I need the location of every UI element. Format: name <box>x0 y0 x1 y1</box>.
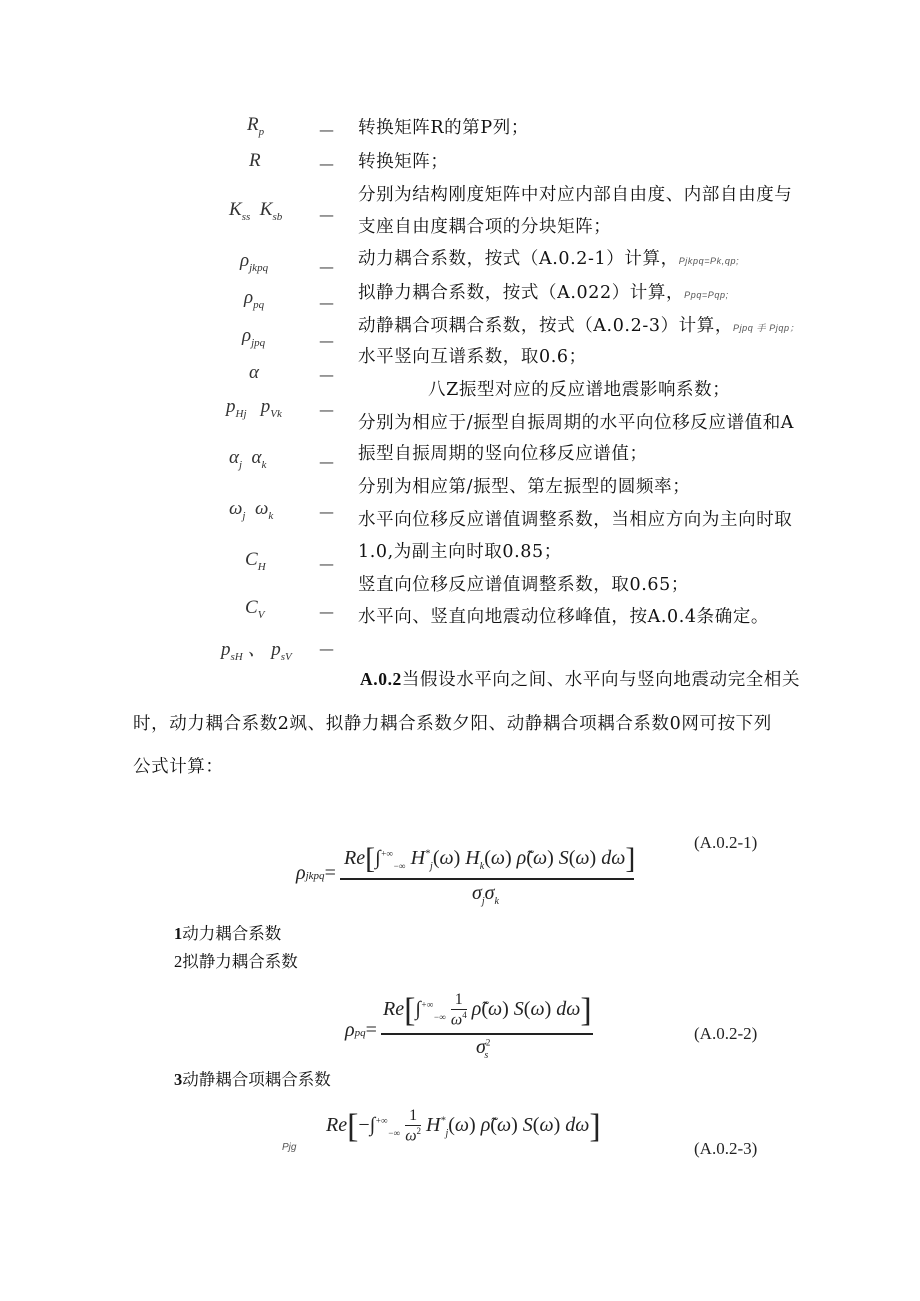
equation-lhs: ρjkpq= <box>296 862 336 884</box>
definition-text: 八Z振型对应的反应谱地震影响系数； <box>428 380 731 400</box>
dash: — <box>319 332 334 350</box>
symbol-ch: $C_H$ <box>245 549 266 573</box>
equation-denominator: $\sigma_j\sigma_k$ <box>472 882 499 907</box>
definition-text: 水平向、竖直向地震动位移峰值，按A.0.4条确定。 <box>358 607 770 627</box>
list-item: 3动静耦合项耦合系数 <box>174 1070 331 1089</box>
symbol-rho-jkpq: $\rho_{jkpq}$ <box>240 250 269 274</box>
list-item: 1动力耦合系数 <box>174 924 282 943</box>
symbol-alpha-jk: $\alpha_j$ $\alpha_k$ <box>229 447 267 471</box>
symbol-rho-pq: $\rho_{pq}$ <box>244 287 265 311</box>
list-item: 2拟静力耦合系数 <box>174 952 298 971</box>
dash: — <box>319 640 334 658</box>
dash: — <box>319 555 334 573</box>
symbol-psh-psv: $p_{sH}$ 、 $p_{sV}$ <box>221 639 292 663</box>
equation-2 <box>345 986 605 1066</box>
fraction-bar <box>381 1033 593 1035</box>
equation-denominator: $\sigma^2_s$ <box>476 1036 491 1061</box>
symbol-phj-pvk: $p_{Hj}$ $p_{Vk}$ <box>226 396 282 420</box>
equation-label: (A.0.2-3) <box>694 1139 758 1158</box>
definition-text: 分别为结构刚度矩阵中对应内部自由度、内部自由度与 <box>358 185 793 205</box>
section-paragraph-line2: 时，动力耦合系数2飒、拟静力耦合系数夕阳、动静耦合项耦合系数0网可按下列 <box>133 714 772 734</box>
definition-text: 竖直向位移反应谱值调整系数，取0.65； <box>358 575 689 595</box>
equation-lhs: ρpq= <box>345 1019 377 1041</box>
definition-text: 动静耦合项耦合系数，按式（A.0.2-3）计算，Pjpq 手 Pjqp； <box>358 316 800 336</box>
section-number: A.0.2 <box>360 669 402 689</box>
dash: — <box>319 603 334 621</box>
symbol-rp: $R_p$ <box>247 114 265 138</box>
symbol-omega-jk: $\omega_j$ $\omega_k$ <box>229 498 274 522</box>
dash: — <box>319 206 334 224</box>
definition-text: 1.0,为副主向时取0.85； <box>358 542 562 562</box>
definition-text: 分别为相应于/振型自振周期的水平向位移反应谱值和A <box>358 413 795 433</box>
symbol-cv: $C_V$ <box>245 597 265 621</box>
equation-numerator: $Re[-\int^{+\infty}_{-\infty}$ $\frac{1}{\omega^2}$ $H^*_j(\omega)$ ρ̃(ω) S(ω) dω] <box>326 1107 601 1145</box>
dash: — <box>319 121 334 139</box>
dash: — <box>319 453 334 471</box>
fraction-bar <box>340 878 634 880</box>
equation-numerator: $Re[\int^{+\infty}_{-\infty}$ $\frac{1}{\omega^4}$ ρ̃(ω) S(ω) dω] <box>383 991 592 1029</box>
equation-label: (A.0.2-2) <box>694 1024 758 1043</box>
definition-text: 水平向位移反应谱值调整系数，当相应方向为主向时取 <box>358 510 793 530</box>
definition-note: Pjkpq=Pk,qp; <box>678 256 740 266</box>
section-paragraph-line1: A.0.2当假设水平向之间、水平向与竖向地震动完全相关 <box>360 669 801 690</box>
dash: — <box>319 155 334 173</box>
symbol-alpha: α <box>249 362 259 383</box>
equation-numerator: $Re[\int^{+\infty}_{-\infty}$ $H^*_j(\omega)$ $H_k(\omega)$ ρ̃(ω) S(ω) dω] <box>344 842 636 875</box>
symbol-rho-jpq: $\rho_{jpq}$ <box>242 325 266 349</box>
definition-text: 转换矩阵R的第P列； <box>358 118 529 138</box>
definition-text: 振型自振周期的竖向位移反应谱值； <box>358 444 648 464</box>
equation-lhs: Pjg <box>282 1142 297 1153</box>
dash: — <box>319 258 334 276</box>
symbol-r: R <box>249 150 261 171</box>
definition-text: 分别为相应第/振型、第左振型的圆频率； <box>358 477 691 497</box>
equation-label: (A.0.2-1) <box>694 833 758 852</box>
definition-note: Pjpq 手 Pjqp； <box>732 323 800 333</box>
definition-note: Ppq=Pqp; <box>684 290 729 300</box>
equation-1 <box>296 828 646 908</box>
definition-text: 支座自由度耦合项的分块矩阵； <box>358 217 612 237</box>
definition-text: 转换矩阵； <box>358 152 449 172</box>
section-paragraph-line3: 公式计算： <box>133 757 224 777</box>
dash: — <box>319 366 334 384</box>
equation-3 <box>282 1102 612 1162</box>
dash: — <box>319 294 334 312</box>
dash: — <box>319 503 334 521</box>
symbol-kss-ksb: $K_{ss}$ $K_{sb}$ <box>229 199 283 223</box>
definition-text: 水平竖向互谱系数，取0.6； <box>358 347 587 367</box>
definition-text: 动力耦合系数，按式（A.0.2-1）计算，Pjkpq=Pk,qp; <box>358 249 740 269</box>
dash: — <box>319 401 334 419</box>
definition-text: 拟静力耦合系数，按式（A.022）计算，Ppq=Pqp; <box>358 283 729 303</box>
